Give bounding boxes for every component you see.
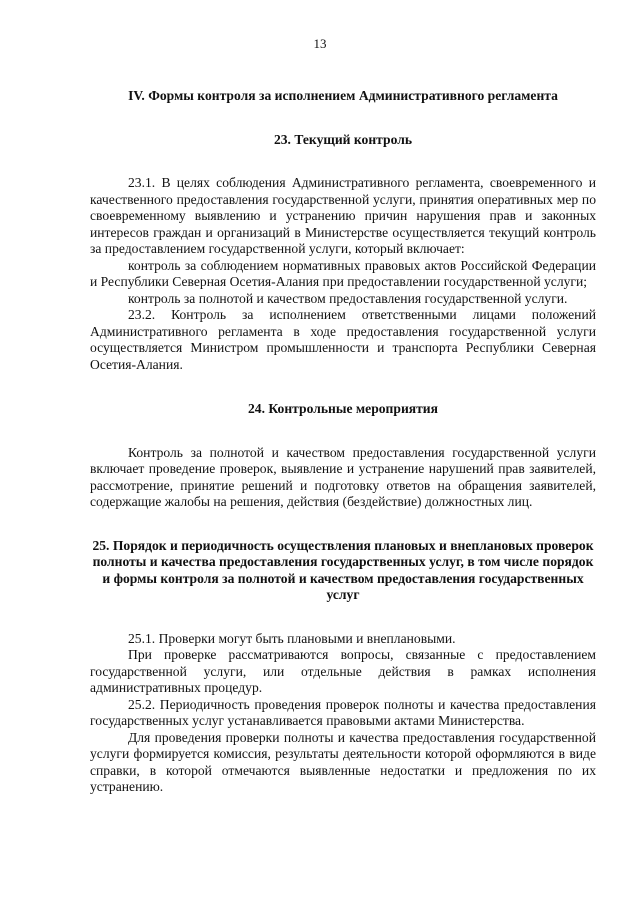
paragraph-25-commission: Для проведения проверки полноты и качества предоставления государственной услуги формируется комиссия, результаты деятельности которой оформляются в виде справки, в которой отмечаются выявленные недостатки и предложения по их устранению. xyxy=(90,729,596,794)
subsection-24-title: 24. Контрольные мероприятия xyxy=(247,401,438,416)
paragraph-25-1: 25.1. Проверки могут быть плановыми и внеплановыми. xyxy=(128,630,456,646)
paragraph-23-control-legal: контроль за соблюдением нормативных правовых актов Российской Федерации и Республики Северная Осетия-Алания при предоставлении государственной услуги; xyxy=(90,257,596,289)
paragraph-23-control-quality: контроль за полнотой и качеством предоставления государственной услуги. xyxy=(128,290,568,306)
subsection-25-title: 25. Порядок и периодичность осуществления плановых и внеплановых проверок полноты и качества предоставления государственных услуг, в том числе порядок и формы контроля за полнотой и качеством предоставления государственных услуг xyxy=(92,537,594,602)
section-title: IV. Формы контроля за исполнением Административного регламента xyxy=(128,88,558,103)
paragraph-24-1: Контроль за полнотой и качеством предоставления государственной услуги включает проведение проверок, выявление и устранение нарушений прав заявителей, рассмотрение, принятие решений и подготовку ответов на обращения заявителей, содержащие жалобы на решения, действия (бездействие) должностных лиц. xyxy=(90,444,596,509)
document-body xyxy=(90,88,596,796)
paragraph-23-2: 23.2. Контроль за исполнением ответственными лицами положений Административного регламента в ходе предоставления государственной услуги осуществляется Министром промышленности и транспорта Республики Северная Осетия-Алания. xyxy=(90,307,596,372)
paragraph-25-inspection-scope: При проверке рассматриваются вопросы, связанные с предоставлением государственной услуги, или отдельные действия в рамках исполнения административных процедур. xyxy=(90,647,596,695)
subsection-23-title: 23. Текущий контроль xyxy=(273,131,413,147)
paragraph-23-1: 23.1. В целях соблюдения Административного регламента, своевременного и качественного предоставления государственной услуги, принятия оперативных мер по своевременному выявлению и устранению причин нарушения прав и законных интересов граждан и организаций в Министерстве осуществляется текущий контроль за предоставлением государственной услуги, который включает: xyxy=(90,175,596,256)
paragraph-25-2: 25.2. Периодичность проведения проверок полноты и качества предоставления государственных услуг устанавливается правовыми актами Министерства. xyxy=(90,696,596,728)
page-number: 13 xyxy=(313,36,327,51)
